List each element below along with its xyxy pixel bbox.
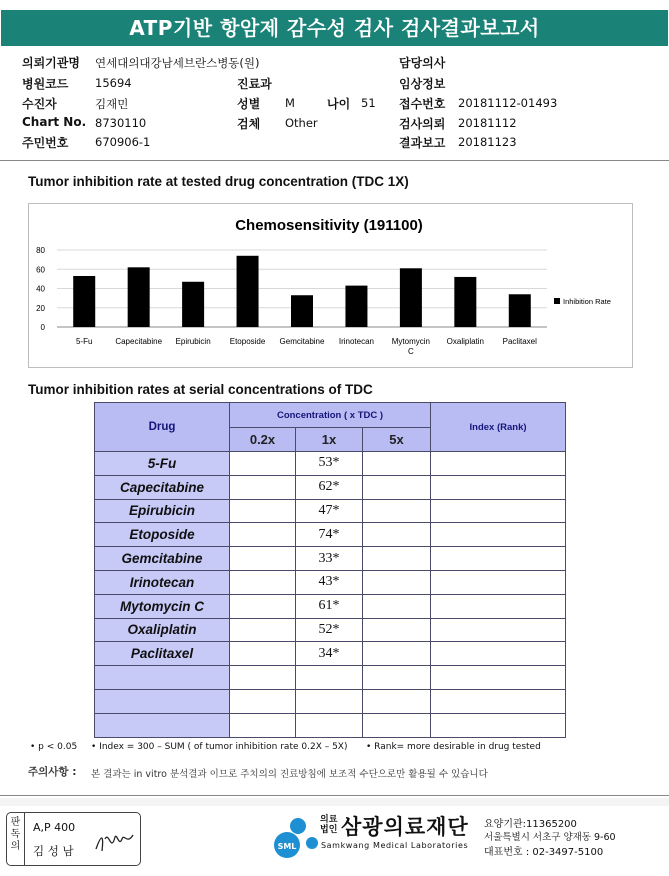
hospital-code-value: 15694 — [95, 76, 132, 90]
x-tick-label-line: Irinotecan — [338, 337, 375, 346]
chart-no-label: Chart No. — [22, 115, 87, 129]
drug-name-cell: 5-Fu — [95, 452, 230, 476]
value-1x-cell — [296, 713, 363, 737]
x-tick-label-line: Oxaliplatin — [446, 337, 485, 346]
drug-name-cell: Mytomycin C — [95, 594, 230, 618]
table-row — [95, 452, 566, 476]
value-0-2x-cell — [230, 499, 296, 523]
value-5x-cell — [363, 475, 431, 499]
x-tick-label — [339, 337, 374, 346]
chart-box — [28, 203, 633, 368]
table-row — [95, 475, 566, 499]
legend-swatch — [554, 298, 560, 304]
col-5x-header: 5x — [363, 428, 431, 452]
col-1x-header: 1x — [296, 428, 363, 452]
drug-name-cell: Oxaliplatin — [95, 618, 230, 642]
x-tick-label-line: Epirubicin — [175, 337, 211, 346]
table-row — [95, 547, 566, 571]
org-code: 요양기관:11365200 — [484, 819, 577, 830]
org-type: 의료법인 — [320, 815, 338, 835]
value-1x-cell: 34* — [296, 642, 363, 666]
org-name: 삼광의료재단 — [341, 815, 469, 839]
age-value: 51 — [361, 96, 376, 110]
x-tick-label — [76, 337, 92, 346]
value-1x-cell: 47* — [296, 499, 363, 523]
bar-irinotecan — [345, 286, 367, 327]
value-0-2x-cell — [230, 618, 296, 642]
institution-value: 연세대의대강남세브란스병동(원) — [95, 56, 260, 70]
signer-stamp — [6, 812, 141, 866]
value-0-2x-cell — [230, 666, 296, 690]
report-title-banner — [1, 10, 668, 46]
value-1x-cell: 61* — [296, 594, 363, 618]
index-rank-cell — [431, 475, 566, 499]
info-divider — [0, 160, 669, 161]
chemosensitivity-chart — [29, 204, 632, 367]
drug-name-cell: Gemcitabine — [95, 547, 230, 571]
value-5x-cell — [363, 642, 431, 666]
caution-text: 본 결과는 in vitro 분석결과 이므로 주치의의 진료방침에 보조적 수단으로만 활용될 수 있습니다 — [91, 769, 488, 780]
department-label: 진료과 — [237, 77, 272, 91]
value-0-2x-cell — [230, 642, 296, 666]
x-tick-label — [115, 337, 162, 346]
resident-no-label: 주민번호 — [22, 136, 69, 150]
table-row — [95, 570, 566, 594]
table-row — [95, 666, 566, 690]
age-label: 나이 — [327, 97, 351, 111]
table-row — [95, 642, 566, 666]
x-tick-label-line: C — [407, 347, 414, 356]
table-row — [95, 594, 566, 618]
value-5x-cell — [363, 499, 431, 523]
report-date-value: 20181123 — [458, 135, 517, 149]
signer-name: 김 성 남 — [33, 844, 74, 858]
value-1x-cell: 53* — [296, 452, 363, 476]
value-5x-cell — [363, 689, 431, 713]
tdc-table — [94, 402, 566, 738]
value-5x-cell — [363, 570, 431, 594]
index-rank-cell — [431, 618, 566, 642]
value-5x-cell — [363, 713, 431, 737]
drug-name-cell: Paclitaxel — [95, 642, 230, 666]
x-tick-label — [447, 337, 484, 346]
y-tick-label: 40 — [36, 284, 45, 294]
value-1x-cell: 33* — [296, 547, 363, 571]
footnote-p: • p < 0.05 — [30, 742, 78, 752]
resident-no-value: 670906-1 — [95, 135, 151, 149]
x-tick-label-line: 5-Fu — [75, 337, 93, 346]
footnote-index: • Index = 300 – SUM ( of tumor inhibition rate 0.2X – 5X) — [91, 742, 348, 752]
institution-label: 의뢰기관명 — [22, 56, 80, 70]
value-5x-cell — [363, 666, 431, 690]
bar-mytomycin-c — [400, 268, 422, 327]
index-rank-cell — [431, 666, 566, 690]
value-5x-cell — [363, 452, 431, 476]
value-0-2x-cell — [230, 689, 296, 713]
index-rank-cell — [431, 642, 566, 666]
value-0-2x-cell — [230, 452, 296, 476]
bar-gemcitabine — [291, 295, 313, 327]
drug-name-cell — [95, 666, 230, 690]
index-rank-cell — [431, 452, 566, 476]
x-tick-label — [280, 337, 325, 346]
footer-shade — [0, 798, 669, 806]
value-1x-cell: 52* — [296, 618, 363, 642]
table-row — [95, 713, 566, 737]
footer-divider — [0, 795, 669, 796]
drug-name-cell — [95, 689, 230, 713]
bar-5-fu — [73, 276, 95, 327]
receipt-no-label: 접수번호 — [399, 97, 446, 111]
org-address: 서울특별시 서초구 양재동 9-60 — [484, 832, 616, 843]
bar-oxaliplatin — [454, 277, 476, 327]
x-tick-label — [503, 337, 537, 346]
x-tick-label — [176, 337, 211, 346]
x-tick-label-line: Mytomycin — [391, 337, 431, 346]
index-rank-cell — [431, 594, 566, 618]
drug-name-cell: Etoposide — [95, 523, 230, 547]
x-tick-label-line: Capecitabine — [115, 337, 163, 346]
table-row — [95, 618, 566, 642]
bar-capecitabine — [128, 267, 150, 327]
col-0-2x-header: 0.2x — [230, 428, 296, 452]
footnote-rank: • Rank= more desirable in drug tested — [366, 742, 541, 752]
report-date-label: 결과보고 — [399, 136, 446, 150]
y-tick-label: 80 — [36, 246, 45, 255]
doctor-label: 담당의사 — [399, 56, 446, 70]
index-rank-cell — [431, 547, 566, 571]
index-rank-cell — [431, 713, 566, 737]
receipt-no-value: 20181112-01493 — [458, 96, 558, 110]
drug-header: Drug — [95, 403, 230, 452]
x-tick-label — [392, 337, 430, 356]
request-date-label: 검사의뢰 — [399, 117, 446, 131]
chart-title: Chemosensitivity (191100) — [235, 217, 423, 234]
table-row — [95, 499, 566, 523]
value-5x-cell — [363, 594, 431, 618]
signature-mark — [93, 827, 137, 857]
value-1x-cell: 74* — [296, 523, 363, 547]
value-0-2x-cell — [230, 523, 296, 547]
request-date-value: 20181112 — [458, 116, 517, 130]
sex-label: 성별 — [237, 97, 261, 111]
drug-name-cell: Irinotecan — [95, 570, 230, 594]
index-rank-header: Index (Rank) — [431, 403, 566, 452]
signer-code: A,P 400 — [33, 821, 76, 834]
signer-vertical-label: 판독의 — [7, 813, 25, 865]
value-0-2x-cell — [230, 547, 296, 571]
index-rank-cell — [431, 523, 566, 547]
sml-badge: SML — [277, 842, 297, 851]
org-phone: 대표번호 : 02-3497-5100 — [484, 847, 604, 858]
value-0-2x-cell — [230, 713, 296, 737]
sex-value: M — [285, 96, 295, 110]
report-title: ATP기반 항암제 감수성 검사 검사결과보고서 — [129, 16, 540, 40]
value-1x-cell — [296, 689, 363, 713]
index-rank-cell — [431, 570, 566, 594]
drug-name-cell: Capecitabine — [95, 475, 230, 499]
value-1x-cell — [296, 666, 363, 690]
table-row — [95, 523, 566, 547]
index-rank-cell — [431, 689, 566, 713]
x-tick-label-line: Paclitaxel — [502, 337, 537, 346]
value-5x-cell — [363, 618, 431, 642]
y-tick-label: 20 — [36, 303, 45, 313]
bar-paclitaxel — [509, 294, 531, 327]
org-english-name: Samkwang Medical Laboratories — [321, 841, 469, 850]
drug-name-cell: Epirubicin — [95, 499, 230, 523]
specimen-label: 검체 — [237, 117, 261, 131]
drug-name-cell — [95, 713, 230, 737]
collector-value: 김재민 — [95, 97, 129, 111]
y-tick-label: 0 — [40, 323, 45, 332]
bar-epirubicin — [182, 282, 204, 327]
table-row — [95, 689, 566, 713]
caution-label: 주의사항 : — [28, 766, 77, 778]
value-5x-cell — [363, 547, 431, 571]
section1-title: Tumor inhibition rate at tested drug concentration (TDC 1X) — [28, 174, 409, 189]
index-rank-cell — [431, 499, 566, 523]
legend-label: Inhibition Rate — [563, 297, 611, 306]
value-0-2x-cell — [230, 594, 296, 618]
y-tick-label: 60 — [36, 265, 45, 275]
x-tick-label-line: Etoposide — [229, 337, 266, 346]
x-tick-label-line: Gemcitabine — [279, 337, 325, 346]
specimen-value: Other — [285, 116, 318, 130]
value-1x-cell: 62* — [296, 475, 363, 499]
chart-no-value: 8730110 — [95, 116, 147, 130]
value-5x-cell — [363, 523, 431, 547]
collector-label: 수진자 — [22, 97, 57, 111]
value-0-2x-cell — [230, 475, 296, 499]
value-0-2x-cell — [230, 570, 296, 594]
concentration-header: Concentration ( x TDC ) — [230, 403, 431, 428]
bar-etoposide — [237, 256, 259, 327]
value-1x-cell: 43* — [296, 570, 363, 594]
x-tick-label — [230, 337, 266, 346]
section2-title: Tumor inhibition rates at serial concentrations of TDC — [28, 382, 373, 397]
clinical-info-label: 임상정보 — [399, 77, 446, 91]
hospital-code-label: 병원코드 — [22, 77, 69, 91]
